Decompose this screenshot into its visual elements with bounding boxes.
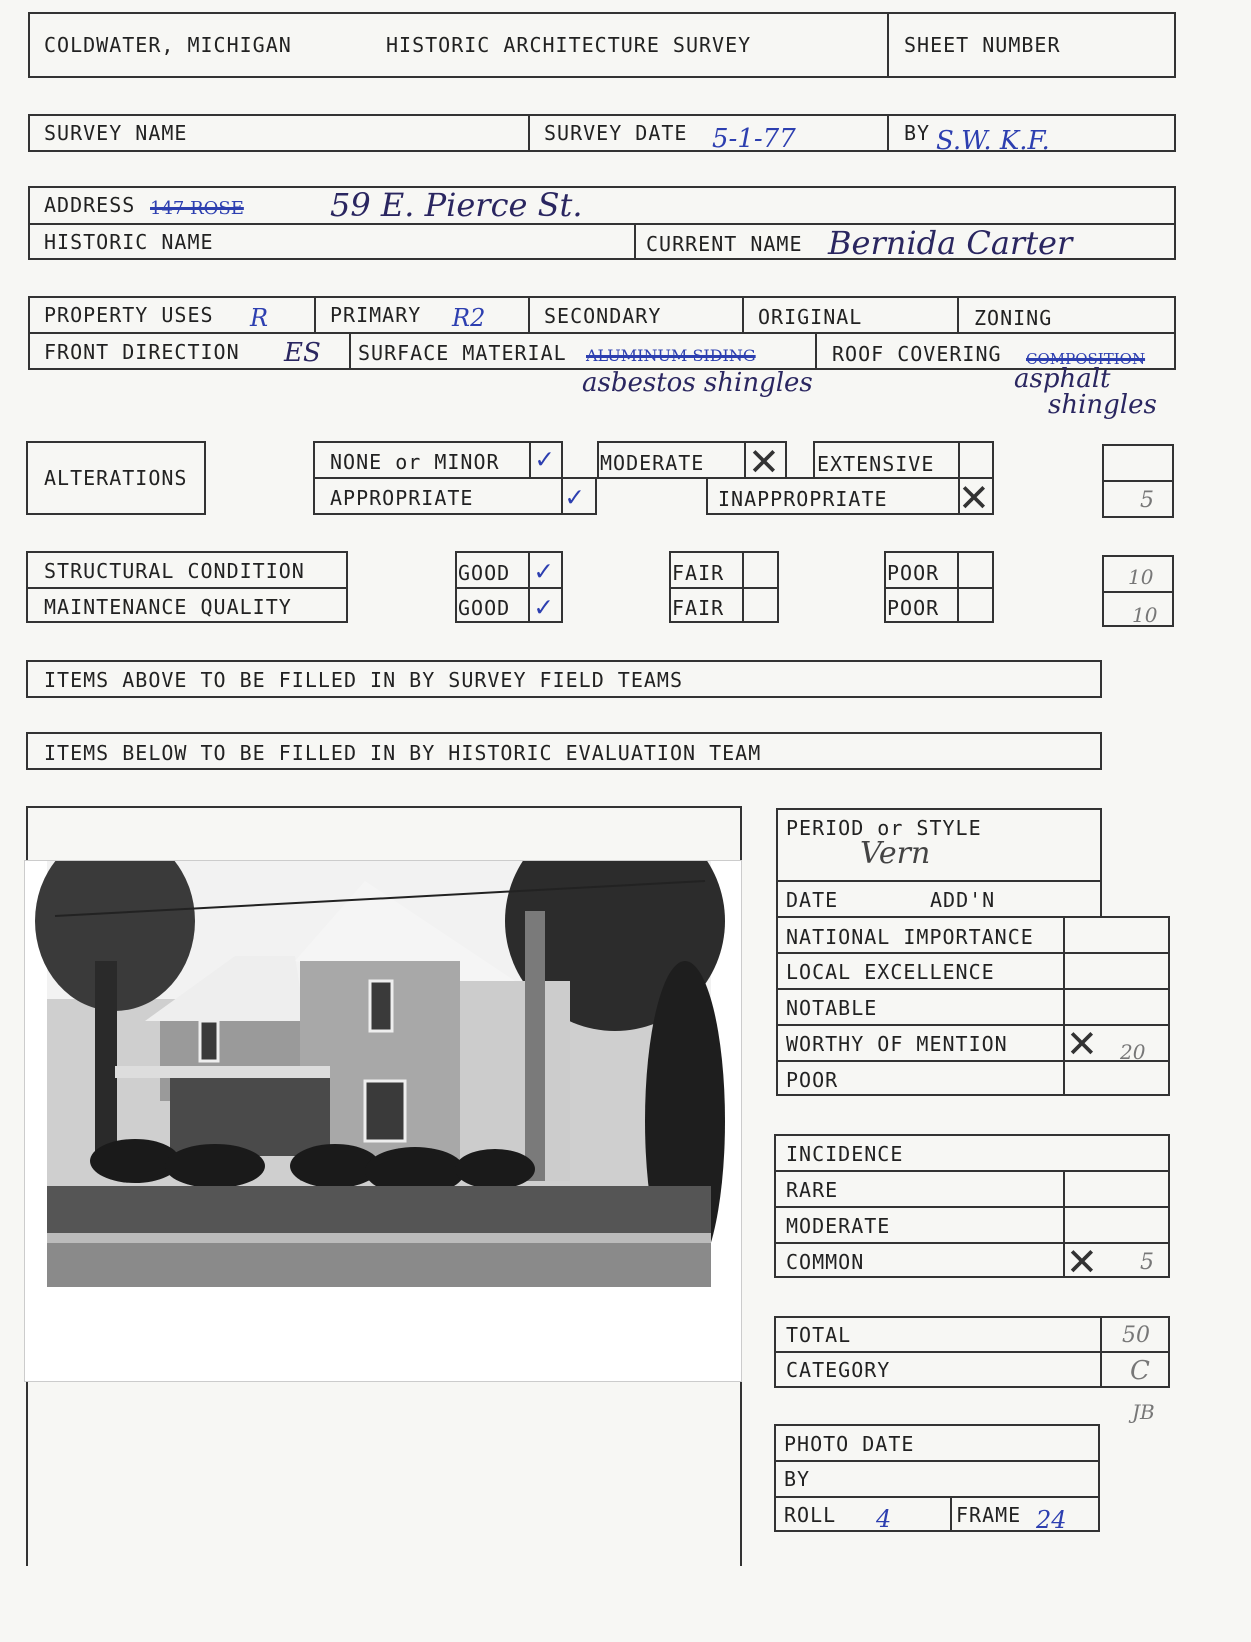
date-label: DATE [786, 888, 839, 912]
zoning-label: ZONING [974, 306, 1053, 330]
frame-value: 24 [1036, 1506, 1067, 1534]
period-style-label: PERIOD or STYLE [786, 816, 982, 840]
poor-vline [957, 551, 959, 623]
address-vline [634, 223, 636, 260]
good-hline [455, 587, 563, 589]
good-vline [528, 551, 530, 623]
structural-good-label: GOOD [458, 561, 511, 585]
frame-label: FRAME [956, 1503, 1022, 1527]
alterations-score: 5 [1140, 488, 1154, 513]
city-name: COLDWATER, MICHIGAN [44, 33, 292, 57]
roll-value: 4 [876, 1505, 892, 1533]
structural-condition-label: STRUCTURAL CONDITION [44, 559, 305, 583]
property-v4 [957, 296, 959, 333]
structural-score: 10 [1128, 565, 1154, 589]
total-label: TOTAL [786, 1323, 852, 1347]
structural-good-check: ✓ [535, 554, 552, 587]
address-label: ADDRESS [44, 193, 136, 217]
inappropriate-label: INAPPROPRIATE [718, 487, 888, 511]
photo-info-row-1 [774, 1460, 1100, 1462]
survey-date-label: SURVEY DATE [544, 121, 688, 145]
surface-material-crossed: ALUMINUM SIDING [586, 346, 756, 365]
incidence-label: INCIDENCE [786, 1142, 904, 1166]
original-label: ORIGINAL [758, 305, 863, 329]
importance-row-4 [776, 1060, 1170, 1062]
importance-row-2 [776, 988, 1170, 990]
worthy-score: 20 [1120, 1040, 1146, 1064]
importance-col [1063, 916, 1065, 1096]
moderate-label: MODERATE [600, 451, 705, 475]
items-above-note: ITEMS ABOVE TO BE FILLED IN BY SURVEY FIELD TEAMS [44, 668, 684, 692]
survey-name-label: SURVEY NAME [44, 121, 188, 145]
alterations-label: ALTERATIONS [44, 466, 188, 490]
alterations-score-divider [1102, 480, 1174, 482]
poor-hline [884, 587, 994, 589]
common-label: COMMON [786, 1250, 865, 1274]
maintenance-quality-label: MAINTENANCE QUALITY [44, 595, 292, 619]
common-score: 5 [1140, 1250, 1154, 1275]
incidence-row-2 [774, 1206, 1170, 1208]
fair-hline [669, 587, 779, 589]
structural-fair-label: FAIR [672, 561, 725, 585]
survey-by-value: S.W. K.F. [936, 126, 1050, 156]
survey-divider-1 [528, 114, 530, 152]
rare-label: RARE [786, 1178, 839, 1202]
historic-name-label: HISTORIC NAME [44, 230, 214, 254]
structural-poor-label: POOR [887, 561, 940, 585]
primary-value: R2 [452, 304, 486, 332]
survey-divider-2 [887, 114, 889, 152]
notable-label: NOTABLE [786, 996, 878, 1020]
surface-material-label: SURFACE MATERIAL [358, 341, 567, 365]
surface-material-value: asbestos shingles [582, 368, 813, 398]
items-below-note: ITEMS BELOW TO BE FILLED IN BY HISTORIC EVALUATION TEAM [44, 741, 762, 765]
secondary-label: SECONDARY [544, 304, 662, 328]
poor-label: POOR [786, 1068, 839, 1092]
extensive-label: EXTENSIVE [817, 452, 935, 476]
addn-label: ADD'N [930, 888, 996, 912]
appropriate-divider [561, 477, 563, 515]
front-direction-value: ES [284, 338, 321, 368]
property-v3 [742, 296, 744, 333]
maintenance-good-check: ✓ [535, 590, 552, 623]
address-value: 59 E. Pierce St. [330, 186, 583, 224]
maintenance-score: 10 [1132, 603, 1158, 627]
incidence-row-3 [774, 1242, 1170, 1244]
sheet-number-label: SHEET NUMBER [904, 33, 1061, 57]
survey-by-label: BY [904, 121, 931, 145]
survey-date-value: 5-1-77 [712, 124, 796, 154]
property-v5 [349, 332, 351, 370]
total-col [1100, 1316, 1102, 1388]
maintenance-fair-label: FAIR [672, 596, 725, 620]
current-name-value: Bernida Carter [828, 224, 1073, 262]
property-uses-label: PROPERTY USES [44, 303, 214, 327]
roof-covering-value-1: asphalt [1014, 364, 1111, 394]
form-title: HISTORIC ARCHITECTURE SURVEY [386, 33, 752, 57]
reviewer-initials: JB [1132, 1400, 1155, 1424]
roll-label: ROLL [784, 1503, 837, 1527]
worthy-of-mention-label: WORTHY OF MENTION [786, 1032, 1008, 1056]
none-minor-label: NONE or MINOR [330, 450, 500, 474]
current-name-label: CURRENT NAME [646, 232, 803, 256]
worthy-x-mark: ✕ [1066, 1022, 1098, 1066]
condition-score-divider [1102, 591, 1174, 593]
appropriate-label: APPROPRIATE [330, 486, 474, 510]
property-v6 [815, 332, 817, 370]
header-divider [887, 12, 889, 78]
importance-row-3 [776, 1024, 1170, 1026]
maintenance-poor-label: POOR [887, 596, 940, 620]
maintenance-good-label: GOOD [458, 596, 511, 620]
photo-info-col [950, 1496, 952, 1532]
appropriate-check: ✓ [566, 480, 583, 513]
photo-by-label: BY [784, 1467, 811, 1491]
extensive-divider [958, 441, 960, 479]
moderate-x-mark: ✕ [748, 440, 780, 484]
moderate-incidence-label: MODERATE [786, 1214, 891, 1238]
national-importance-label: NATIONAL IMPORTANCE [786, 925, 1034, 949]
primary-label: PRIMARY [330, 303, 422, 327]
roof-covering-crossed: COMPOSITION [1026, 350, 1146, 368]
importance-row-1 [776, 952, 1170, 954]
moderate-divider [744, 441, 746, 479]
total-value: 50 [1122, 1323, 1150, 1348]
property-uses-value: R [250, 304, 269, 332]
house-photograph [24, 860, 742, 1382]
photo-date-label: PHOTO DATE [784, 1432, 915, 1456]
incidence-col [1063, 1170, 1065, 1278]
property-hline [28, 332, 1176, 334]
roof-covering-label: ROOF COVERING [832, 342, 1002, 366]
photo-info-row-2 [774, 1496, 1100, 1498]
condition-label-divider [26, 587, 348, 589]
property-v1 [314, 296, 316, 333]
house-photo-image [25, 861, 741, 1381]
fair-vline [742, 551, 744, 623]
photo-area-top [26, 806, 742, 808]
front-direction-label: FRONT DIRECTION [44, 340, 240, 364]
incidence-row-1 [774, 1170, 1170, 1172]
none-minor-divider [529, 441, 531, 479]
period-style-value: Vern [860, 836, 931, 871]
inappropriate-x-mark: ✕ [958, 476, 990, 520]
roof-covering-value-2: shingles [1048, 390, 1157, 420]
local-excellence-label: LOCAL EXCELLENCE [786, 960, 995, 984]
property-v2 [528, 296, 530, 333]
category-value: C [1130, 1356, 1150, 1386]
none-minor-check: ✓ [536, 442, 553, 475]
address-crossed-value: 147 ROSE [150, 198, 244, 219]
common-x-mark: ✕ [1066, 1240, 1098, 1284]
total-row [774, 1351, 1170, 1353]
category-label: CATEGORY [786, 1358, 891, 1382]
